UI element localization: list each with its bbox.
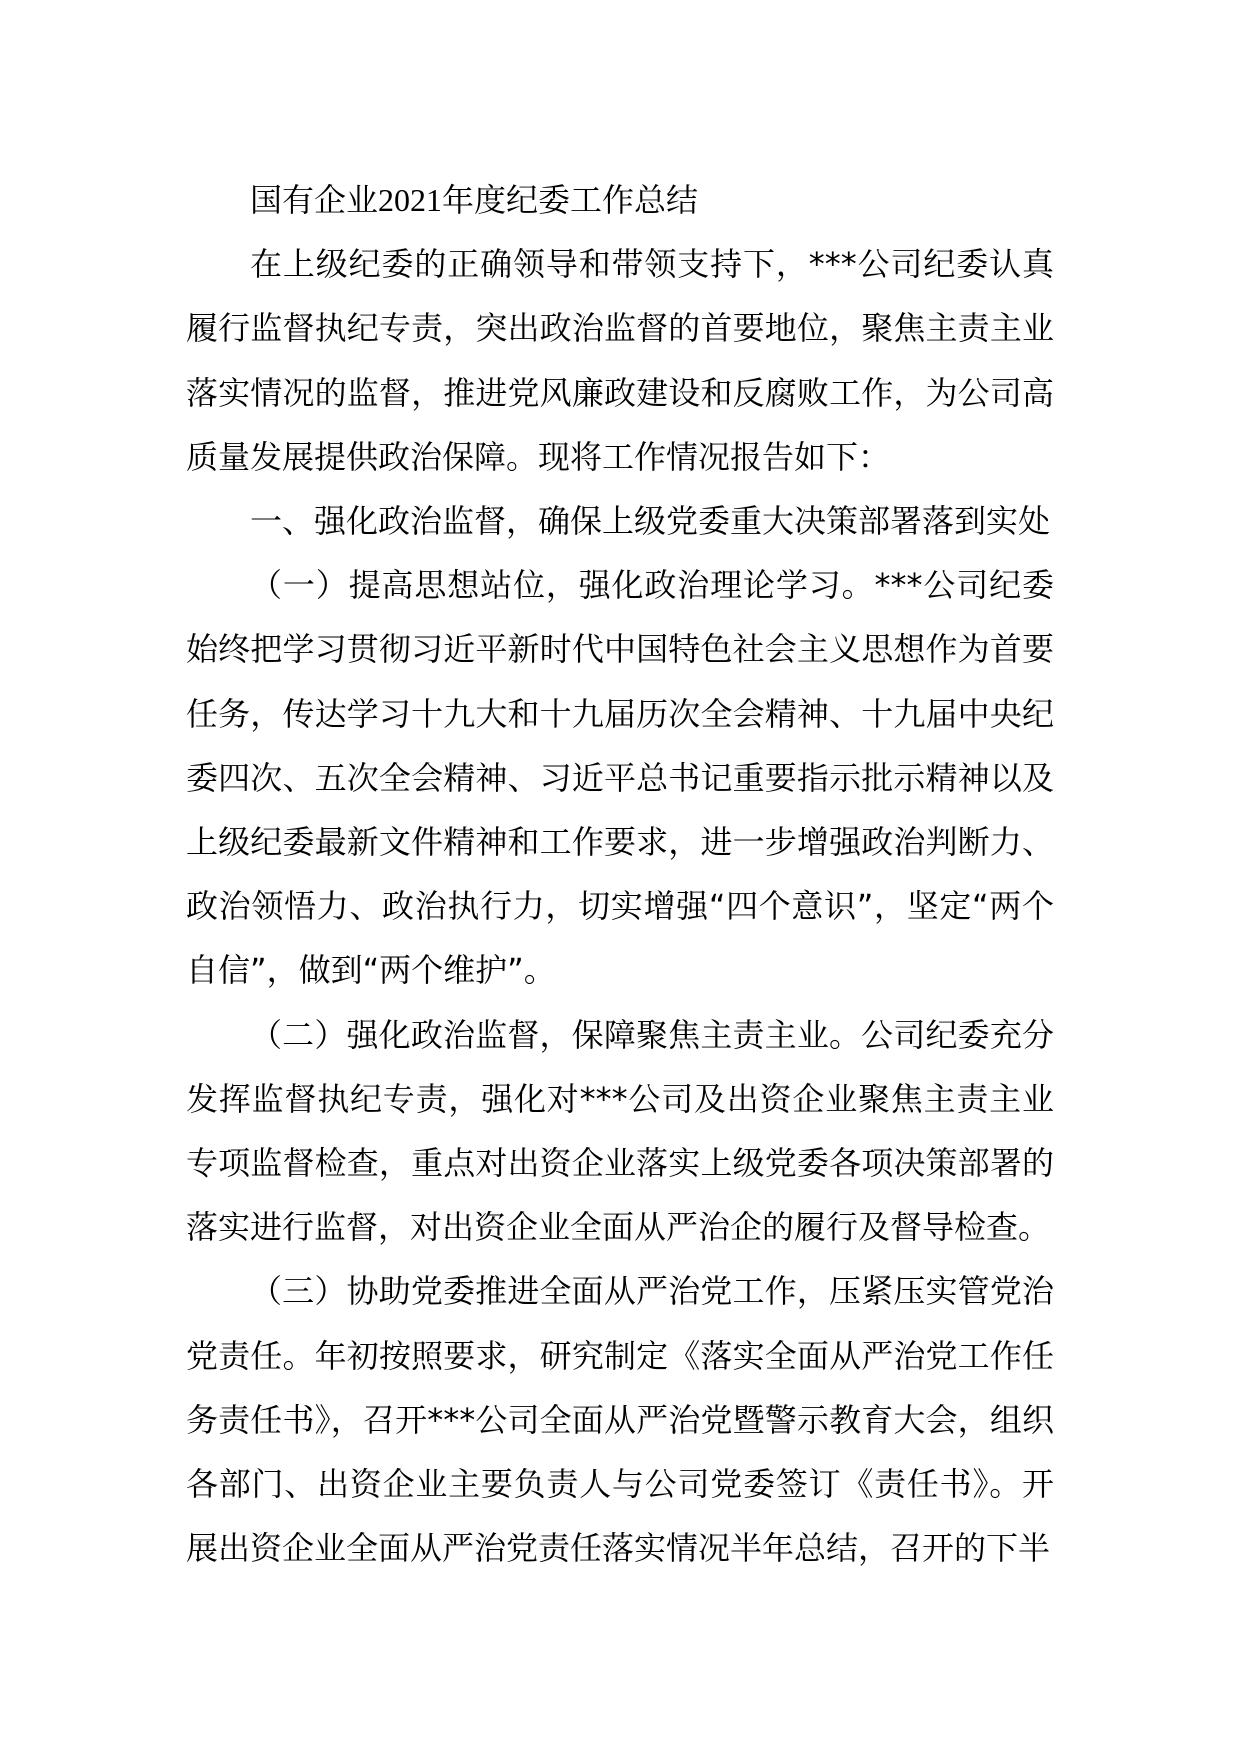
document-body [186,168,1054,1580]
subsection-paragraph-1: （一）提高思想站位，强化政治理论学习。***公司纪委始终把学习贯彻习近平新时代中国特色社会主义思想作为首要任务，传达学习十九大和十九届历次全会精神、十九届中央纪委四次、五次全会精神、习近平总书记重要指示批示精神以及上级纪委最新文件精神和工作要求，进一步增强政治判断力、政治领悟力、政治执行力，切实增强“四个意识”，坚定“两个自信”，做到“两个维护”。 [186,566,1054,990]
intro-paragraph: 在上级纪委的正确领导和带领支持下，***公司纪委认真履行监督执纪专责，突出政治监督的首要地位，聚焦主责主业落实情况的监督，推进党风廉政建设和反腐败工作，为公司高质量发展提供政治保障。现将工作情况报告如下： [186,245,1054,476]
subsection-paragraph-2: （二）强化政治监督，保障聚焦主责主业。公司纪委充分发挥监督执纪专责，强化对***公司及出资企业聚焦主责主业专项监督检查，重点对出资企业落实上级党委各项决策部署的落实进行监督，对出资企业全面从严治企的履行及督导检查。 [186,1015,1054,1247]
document-title: 国有企业2021年度纪委工作总结 [250,182,699,218]
subsection-paragraph-3: （三）协助党委推进全面从严治党工作，压紧压实管党治党责任。年初按照要求，研究制定《落实全面从严治党工作任务责任书》，召开***公司全面从严治党暨警示教育大会，组织各部门、出资企业主要负责人与公司党委签订《责任书》。开展出资企业全面从严治党责任落实情况半年总结，召开的下半 [186,1272,1054,1568]
section-heading: 一、强化政治监督，确保上级党委重大决策部署落到实处 [250,502,1051,541]
